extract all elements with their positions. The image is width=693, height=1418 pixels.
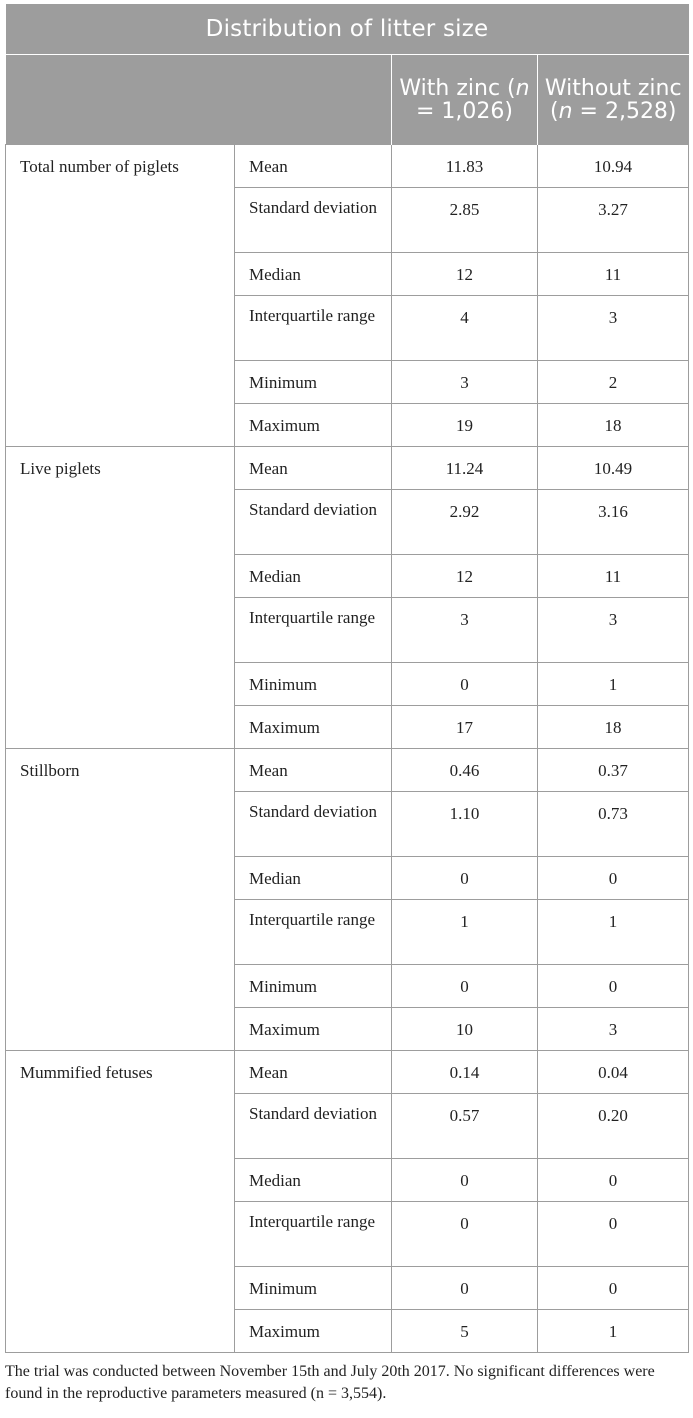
value-with-zinc: 1 bbox=[392, 900, 538, 965]
value-without-zinc: 1 bbox=[538, 1310, 689, 1353]
litter-size-table bbox=[5, 4, 689, 1353]
value-without-zinc: 3.16 bbox=[538, 490, 689, 555]
value-with-zinc: 0 bbox=[392, 1159, 538, 1202]
stat-label: Standard deviation bbox=[235, 188, 392, 253]
value-with-zinc: 2.85 bbox=[392, 188, 538, 253]
value-with-zinc: 3 bbox=[392, 598, 538, 663]
table-row bbox=[6, 145, 689, 188]
value-without-zinc: 0 bbox=[538, 1202, 689, 1267]
value-with-zinc: 0.46 bbox=[392, 749, 538, 792]
value-without-zinc: 18 bbox=[538, 404, 689, 447]
table-row bbox=[6, 1051, 689, 1094]
value-without-zinc: 0 bbox=[538, 965, 689, 1008]
table-container bbox=[5, 4, 688, 1405]
stat-label: Standard deviation bbox=[235, 490, 392, 555]
value-without-zinc: 3.27 bbox=[538, 188, 689, 253]
group-label: Total number of piglets bbox=[6, 145, 235, 447]
value-with-zinc: 0 bbox=[392, 663, 538, 706]
stat-label: Maximum bbox=[235, 404, 392, 447]
value-with-zinc: 4 bbox=[392, 296, 538, 361]
stat-label: Mean bbox=[235, 749, 392, 792]
value-with-zinc: 10 bbox=[392, 1008, 538, 1051]
stat-label: Minimum bbox=[235, 663, 392, 706]
value-with-zinc: 17 bbox=[392, 706, 538, 749]
value-with-zinc: 19 bbox=[392, 404, 538, 447]
value-without-zinc: 0.73 bbox=[538, 792, 689, 857]
stat-label: Median bbox=[235, 857, 392, 900]
stat-label: Standard deviation bbox=[235, 1094, 392, 1159]
group-label: Mummified fetuses bbox=[6, 1051, 235, 1353]
header-without-zinc: Without zinc (n = 2,528) bbox=[538, 55, 689, 145]
value-with-zinc: 11.83 bbox=[392, 145, 538, 188]
stat-label: Median bbox=[235, 253, 392, 296]
stat-label: Median bbox=[235, 555, 392, 598]
value-without-zinc: 18 bbox=[538, 706, 689, 749]
value-without-zinc: 0 bbox=[538, 1267, 689, 1310]
value-without-zinc: 1 bbox=[538, 663, 689, 706]
value-with-zinc: 2.92 bbox=[392, 490, 538, 555]
table-title: Distribution of litter size bbox=[6, 4, 689, 55]
value-with-zinc: 12 bbox=[392, 555, 538, 598]
group-label: Live piglets bbox=[6, 447, 235, 749]
value-with-zinc: 0 bbox=[392, 1202, 538, 1267]
stat-label: Minimum bbox=[235, 361, 392, 404]
table-footnote: The trial was conducted between November 15th and July 20th 2017. No significant differences were found in the reproductive parameters measured (n = 3,554). bbox=[5, 1363, 655, 1402]
stat-label: Interquartile range bbox=[235, 296, 392, 361]
value-with-zinc: 11.24 bbox=[392, 447, 538, 490]
value-with-zinc: 0 bbox=[392, 1267, 538, 1310]
stat-label: Interquartile range bbox=[235, 1202, 392, 1267]
stat-label: Interquartile range bbox=[235, 598, 392, 663]
value-without-zinc: 0.04 bbox=[538, 1051, 689, 1094]
table-row bbox=[6, 749, 689, 792]
value-without-zinc: 10.49 bbox=[538, 447, 689, 490]
table-title-row bbox=[6, 4, 689, 55]
stat-label: Standard deviation bbox=[235, 792, 392, 857]
value-without-zinc: 0 bbox=[538, 1159, 689, 1202]
value-with-zinc: 0 bbox=[392, 857, 538, 900]
table-row bbox=[6, 447, 689, 490]
value-without-zinc: 0 bbox=[538, 857, 689, 900]
stat-label: Maximum bbox=[235, 1008, 392, 1051]
value-without-zinc: 2 bbox=[538, 361, 689, 404]
value-without-zinc: 11 bbox=[538, 555, 689, 598]
stat-label: Interquartile range bbox=[235, 900, 392, 965]
stat-label: Minimum bbox=[235, 1267, 392, 1310]
stat-label: Mean bbox=[235, 447, 392, 490]
stat-label: Maximum bbox=[235, 1310, 392, 1353]
value-with-zinc: 0.14 bbox=[392, 1051, 538, 1094]
value-without-zinc: 3 bbox=[538, 598, 689, 663]
group-label: Stillborn bbox=[6, 749, 235, 1051]
value-without-zinc: 3 bbox=[538, 1008, 689, 1051]
table-body bbox=[6, 145, 689, 1353]
stat-label: Maximum bbox=[235, 706, 392, 749]
stat-label: Mean bbox=[235, 1051, 392, 1094]
value-without-zinc: 3 bbox=[538, 296, 689, 361]
value-with-zinc: 3 bbox=[392, 361, 538, 404]
value-without-zinc: 10.94 bbox=[538, 145, 689, 188]
value-without-zinc: 11 bbox=[538, 253, 689, 296]
value-without-zinc: 0.37 bbox=[538, 749, 689, 792]
value-with-zinc: 0.57 bbox=[392, 1094, 538, 1159]
column-header-row bbox=[6, 55, 689, 145]
value-without-zinc: 0.20 bbox=[538, 1094, 689, 1159]
value-with-zinc: 5 bbox=[392, 1310, 538, 1353]
value-with-zinc: 12 bbox=[392, 253, 538, 296]
stat-label: Median bbox=[235, 1159, 392, 1202]
stat-label: Minimum bbox=[235, 965, 392, 1008]
empty-header-cell bbox=[6, 55, 392, 145]
value-without-zinc: 1 bbox=[538, 900, 689, 965]
header-with-zinc: With zinc (n = 1,026) bbox=[392, 55, 538, 145]
value-with-zinc: 0 bbox=[392, 965, 538, 1008]
value-with-zinc: 1.10 bbox=[392, 792, 538, 857]
stat-label: Mean bbox=[235, 145, 392, 188]
